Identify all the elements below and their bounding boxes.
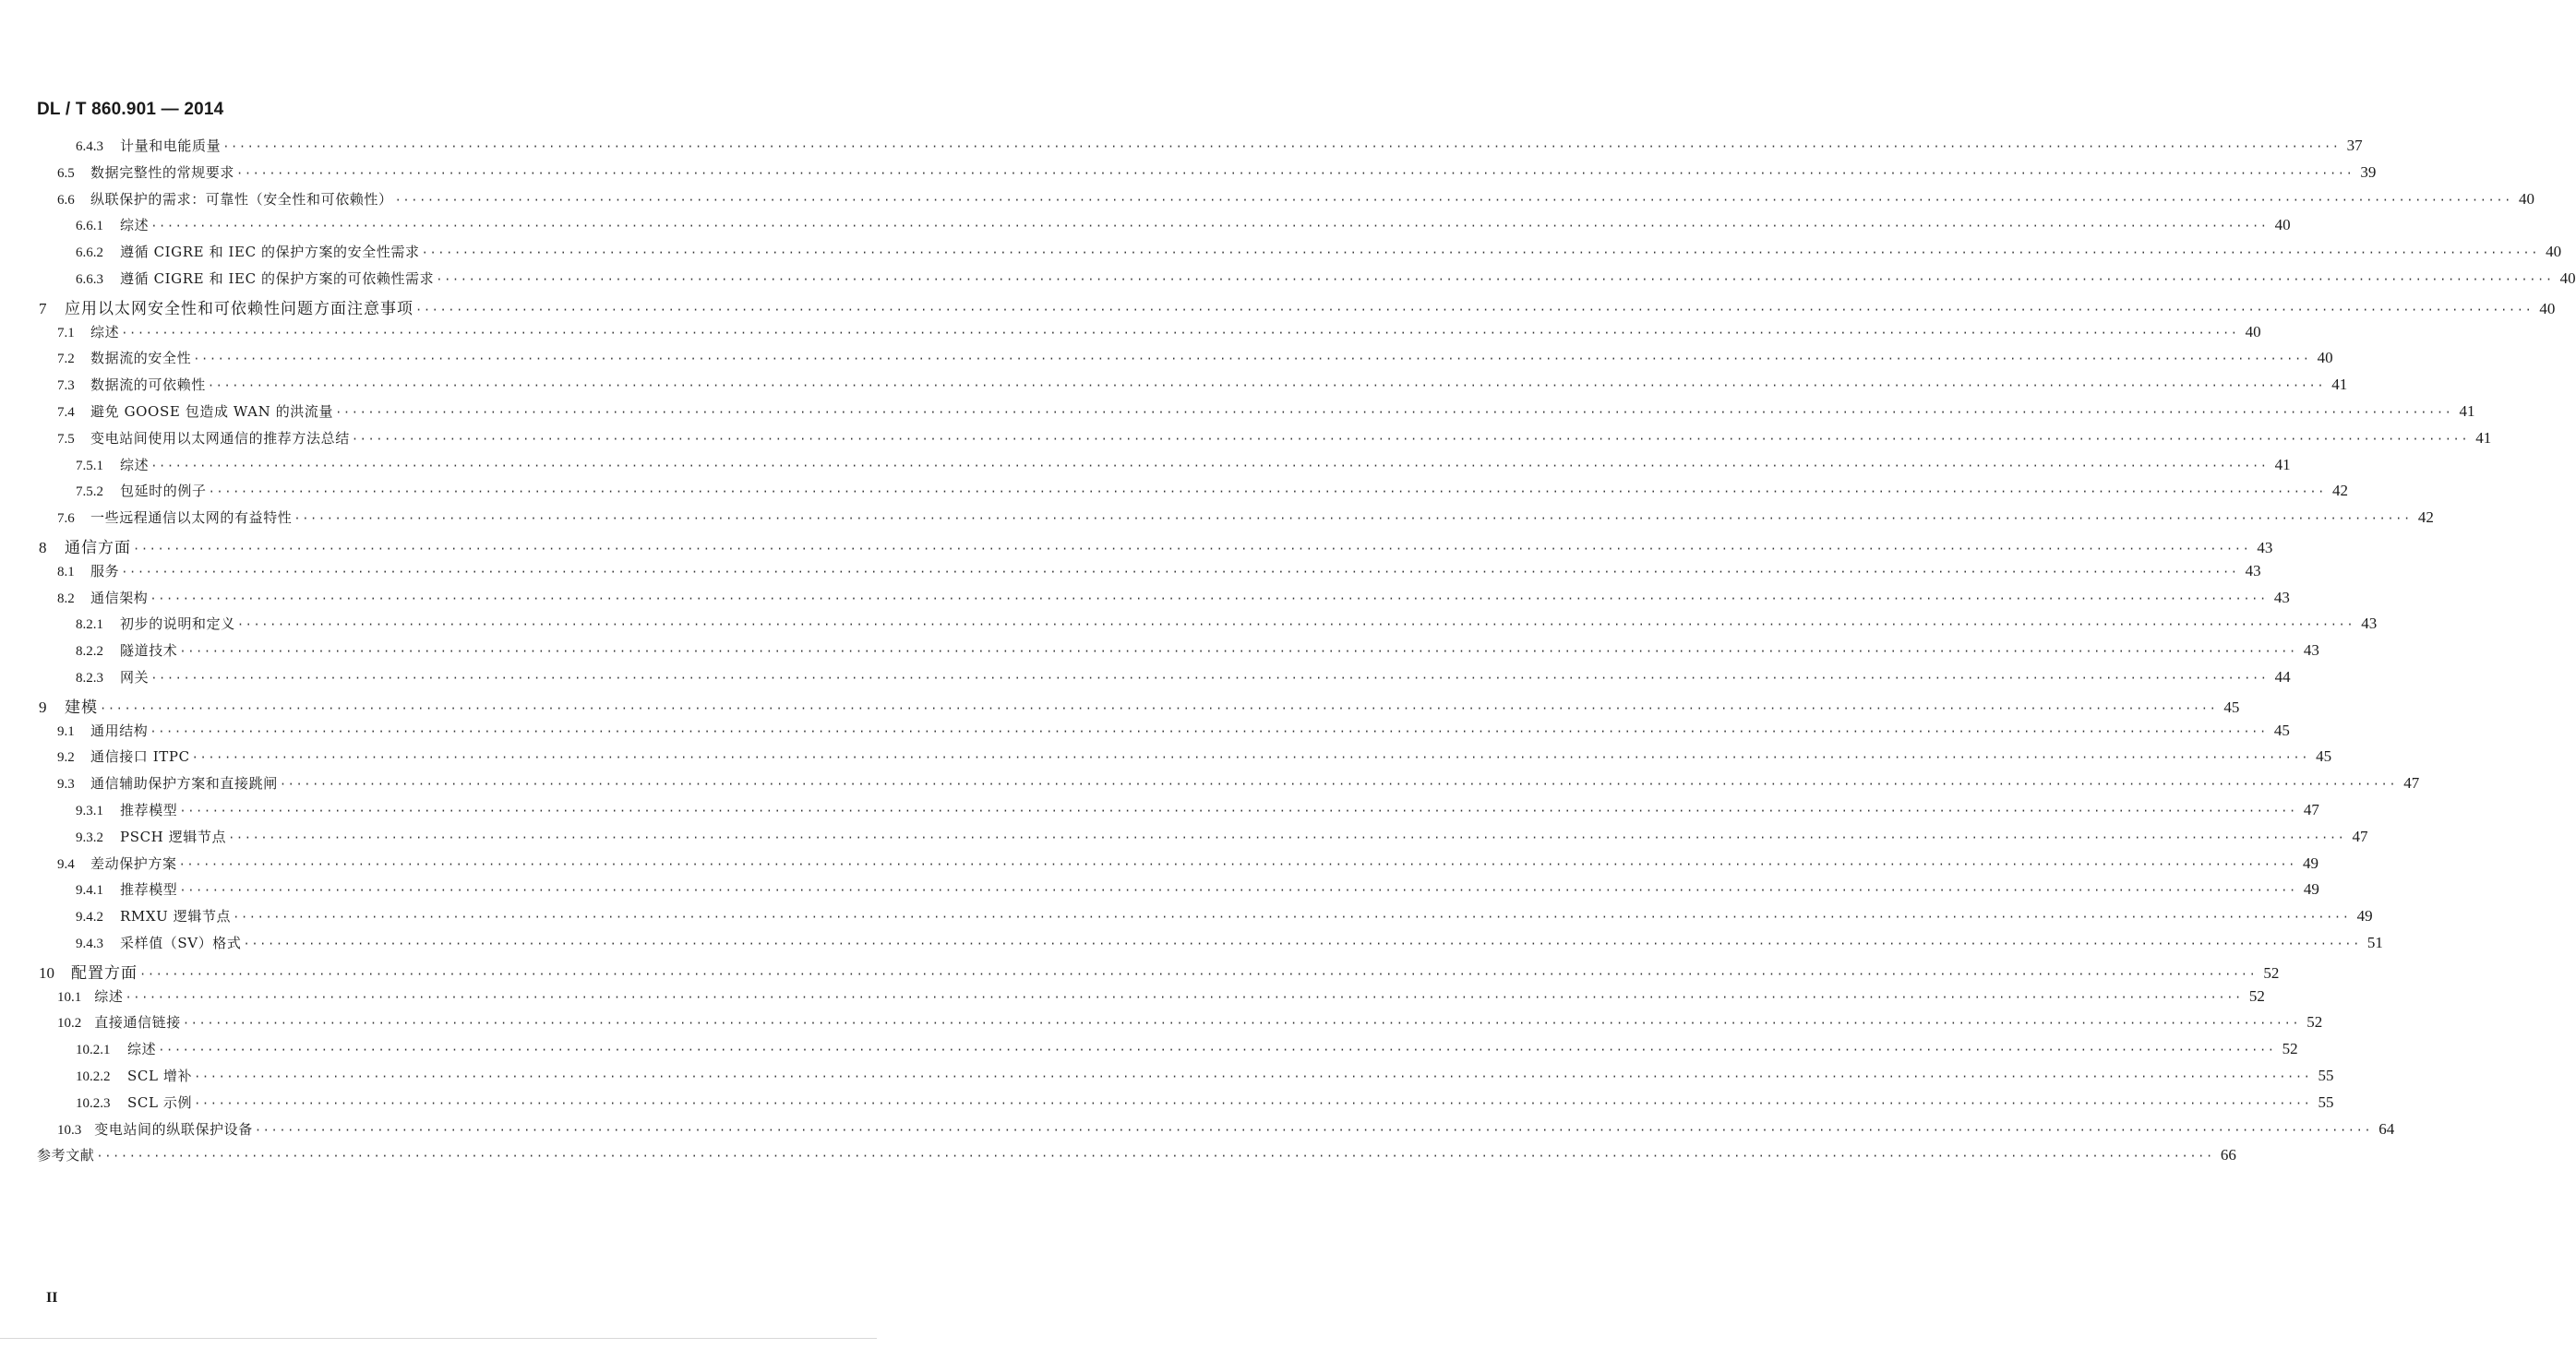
toc-entry[interactable] bbox=[76, 1092, 2334, 1116]
toc-entry-page: 41 bbox=[2331, 376, 2348, 394]
toc-entry[interactable] bbox=[57, 507, 2434, 531]
toc-entry[interactable] bbox=[57, 721, 2290, 745]
toc-entry-title: 变电站间的纵联保护设备 bbox=[94, 1120, 253, 1138]
toc-entry[interactable] bbox=[57, 1012, 2323, 1036]
toc-entry-number: 7.4 bbox=[57, 405, 75, 420]
toc-entry-page: 40 bbox=[2245, 322, 2261, 340]
dot-leader: ···································································································································································································································································· bbox=[243, 937, 2361, 950]
toc-entry-number: 8.2.3 bbox=[76, 671, 103, 686]
toc-entry-title: 直接通信链接 bbox=[94, 1014, 181, 1032]
toc-entry-title: 配置方面 bbox=[71, 963, 138, 983]
toc-entry[interactable] bbox=[57, 401, 2475, 425]
toc-entry-number: 6.4.3 bbox=[76, 139, 103, 154]
toc-entry-title: 纵联保护的需求：可靠性（安全性和可依赖性） bbox=[90, 190, 393, 208]
toc-entry-number: 9.4.2 bbox=[76, 910, 103, 925]
toc-entry-number: 8.2.2 bbox=[76, 644, 103, 660]
toc-entry-title: 避免 GOOSE 包造成 WAN 的洪流量 bbox=[90, 403, 334, 420]
dot-leader: ···································································································································································································································································· bbox=[150, 591, 2268, 605]
toc-entry-number: 9.3 bbox=[57, 777, 75, 793]
toc-entry-page: 52 bbox=[2306, 1013, 2323, 1032]
toc-entry-title: SCL 示例 bbox=[127, 1093, 193, 1111]
dot-leader: ···································································································································································································································································· bbox=[236, 618, 2355, 632]
toc-entry[interactable] bbox=[37, 1145, 2236, 1169]
toc-entry-number: 8.1 bbox=[57, 564, 75, 579]
toc-entry-page: 66 bbox=[2220, 1146, 2236, 1164]
toc-entry[interactable] bbox=[57, 746, 2332, 770]
toc-entry-number: 7.5.2 bbox=[76, 484, 103, 500]
toc-entry-number: 10.2 bbox=[57, 1016, 82, 1032]
toc-entry[interactable] bbox=[76, 906, 2373, 930]
dot-leader: ···································································································································································································································································· bbox=[233, 911, 2351, 925]
dot-leader: ···································································································································································································································································· bbox=[208, 485, 2327, 499]
toc-entry[interactable] bbox=[76, 136, 2363, 160]
toc-entry-page: 40 bbox=[2317, 349, 2333, 367]
toc-entry[interactable] bbox=[57, 588, 2290, 612]
dot-leader: ···································································································································································································································································· bbox=[121, 326, 2239, 340]
toc-entry-title: 数据流的安全性 bbox=[90, 350, 192, 367]
toc-entry-title: 初步的说明和定义 bbox=[120, 615, 235, 633]
toc-entry-number: 10.1 bbox=[57, 989, 82, 1005]
toc-entry-number: 7.3 bbox=[57, 378, 75, 394]
toc-entry-page: 43 bbox=[2257, 539, 2273, 556]
toc-entry-number: 9.4.1 bbox=[76, 883, 103, 899]
toc-entry[interactable] bbox=[76, 879, 2319, 903]
toc-entry-number: 9.2 bbox=[57, 750, 75, 766]
toc-entry-page: 40 bbox=[2546, 243, 2562, 261]
toc-entry-title: 参考文献 bbox=[37, 1147, 95, 1164]
toc-entry-page: 40 bbox=[2274, 216, 2291, 234]
dot-leader: ···································································································································································································································································· bbox=[415, 303, 2534, 316]
toc-entry-page: 42 bbox=[2417, 508, 2434, 527]
toc-entry-number: 6.6.1 bbox=[76, 219, 103, 234]
dot-leader: ···································································································································································································································································· bbox=[178, 857, 2297, 871]
toc-entry-page: 39 bbox=[2360, 162, 2377, 181]
toc-entry[interactable] bbox=[76, 800, 2319, 824]
toc-entry-number: 8 bbox=[39, 539, 47, 556]
toc-entry[interactable] bbox=[57, 773, 2420, 797]
toc-entry[interactable] bbox=[76, 933, 2383, 957]
toc-entry-number: 6.6.3 bbox=[76, 272, 103, 287]
toc-entry-title: 计量和电能质量 bbox=[120, 137, 222, 154]
toc-entry-page: 49 bbox=[2356, 907, 2373, 925]
dot-leader: ···································································································································································································································································· bbox=[158, 1044, 2276, 1057]
dot-leader: ···································································································································································································································································· bbox=[194, 1070, 2312, 1083]
toc-entry-page: 42 bbox=[2332, 482, 2349, 500]
toc-entry[interactable] bbox=[76, 614, 2378, 638]
toc-entry-number: 10.2.3 bbox=[76, 1095, 111, 1111]
dot-leader: ···································································································································································································································································· bbox=[394, 193, 2513, 207]
toc-entry[interactable] bbox=[76, 215, 2291, 239]
toc-entry-title: 变电站间使用以太网通信的推荐方法总结 bbox=[90, 429, 350, 447]
toc-entry[interactable] bbox=[57, 162, 2377, 186]
toc-entry-number: 8.2.1 bbox=[76, 617, 103, 633]
toc-entry-number: 7.5 bbox=[57, 431, 75, 447]
toc-entry-number: 7.5.1 bbox=[76, 458, 103, 473]
dot-leader: ···································································································································································································································································· bbox=[133, 543, 2251, 555]
dot-leader: ···································································································································································································································································· bbox=[421, 246, 2540, 260]
toc-entry-title: 通信接口 ITPC bbox=[90, 748, 190, 766]
toc-entry[interactable] bbox=[57, 322, 2261, 346]
dot-leader: ···································································································································································································································································· bbox=[96, 1150, 2214, 1164]
toc-entry-page: 45 bbox=[2316, 747, 2332, 766]
toc-entry-page: 43 bbox=[2273, 588, 2290, 606]
toc-entry-page: 52 bbox=[2263, 963, 2280, 982]
toc-entry[interactable] bbox=[76, 827, 2368, 851]
toc-entry-title: 综述 bbox=[90, 323, 120, 340]
toc-entry-page: 41 bbox=[2274, 455, 2291, 473]
toc-entry-title: 网关 bbox=[120, 669, 150, 686]
toc-entry-number: 6.5 bbox=[57, 165, 75, 181]
toc-entry-title: 一些远程通信以太网的有益特性 bbox=[90, 509, 293, 527]
dot-leader: ···································································································································································································································································· bbox=[150, 724, 2268, 738]
toc-entry-number: 6.6.2 bbox=[76, 245, 103, 261]
document-code-header: DL / T 860.901 — 2014 bbox=[37, 100, 224, 119]
bottom-divider bbox=[0, 1338, 877, 1339]
toc-entry[interactable] bbox=[39, 960, 2280, 984]
toc-entry-title: 隧道技术 bbox=[120, 642, 178, 660]
toc-entry-page: 51 bbox=[2366, 934, 2383, 951]
toc-entry-title: RMXU 逻辑节点 bbox=[120, 908, 232, 925]
toc-entry-title: 数据流的可依赖性 bbox=[90, 376, 206, 394]
toc-entry-title: 包延时的例子 bbox=[120, 483, 207, 500]
toc-entry-page: 43 bbox=[2303, 641, 2319, 660]
dot-leader: ···································································································································································································································································· bbox=[335, 406, 2453, 419]
dot-leader: ···································································································································································································································································· bbox=[194, 1096, 2312, 1110]
toc-entry[interactable] bbox=[57, 1119, 2395, 1143]
toc-entry-page: 41 bbox=[2475, 428, 2492, 447]
dot-leader: ···································································································································································································································································· bbox=[100, 701, 2218, 715]
toc-entry[interactable] bbox=[39, 295, 2556, 319]
dot-leader: ···································································································································································································································································· bbox=[222, 140, 2341, 153]
dot-leader: ···································································································································································································································································· bbox=[436, 273, 2554, 286]
toc-entry[interactable] bbox=[57, 986, 2265, 1010]
toc-entry-page: 64 bbox=[2378, 1119, 2395, 1138]
toc-entry-title: 通用结构 bbox=[90, 722, 149, 739]
toc-entry[interactable] bbox=[57, 428, 2492, 452]
toc-entry-title: 遵循 CIGRE 和 IEC 的保护方案的安全性需求 bbox=[120, 244, 420, 261]
toc-entry-title: 服务 bbox=[90, 562, 120, 579]
dot-leader: ···································································································································································································································································· bbox=[150, 220, 2269, 233]
toc-entry-page: 49 bbox=[2303, 854, 2319, 872]
toc-entry-title: 推荐模型 bbox=[120, 802, 178, 818]
toc-entry[interactable] bbox=[57, 854, 2319, 877]
dot-leader: ···································································································································································································································································· bbox=[228, 830, 2346, 844]
toc-entry[interactable] bbox=[76, 455, 2291, 479]
dot-leader: ···································································································································································································································································· bbox=[254, 1123, 2373, 1137]
toc-entry-number: 7.1 bbox=[57, 325, 75, 340]
toc-entry-number: 10.2.1 bbox=[76, 1043, 111, 1058]
toc-entry-number: 9.3.2 bbox=[76, 830, 103, 845]
toc-entry-page: 43 bbox=[2245, 561, 2261, 579]
page-number: II bbox=[46, 1290, 58, 1306]
toc-entry-title: 应用以太网安全性和可依赖性问题方面注意事项 bbox=[65, 299, 413, 318]
toc-entry-number: 6.6 bbox=[57, 192, 75, 208]
toc-entry-title: 数据完整性的常规要求 bbox=[90, 163, 235, 181]
toc-entry[interactable] bbox=[76, 481, 2349, 505]
toc-entry[interactable] bbox=[39, 694, 2240, 718]
toc-entry-number: 10 bbox=[39, 963, 54, 982]
dot-leader: ···································································································································································································································································· bbox=[351, 432, 2470, 446]
toc-entry-number: 10.2.2 bbox=[76, 1069, 111, 1084]
toc-entry-number: 8.2 bbox=[57, 591, 75, 606]
toc-entry-page: 37 bbox=[2346, 137, 2363, 154]
toc-entry[interactable] bbox=[57, 561, 2261, 585]
dot-leader: ···································································································································································································································································· bbox=[207, 379, 2326, 393]
toc-entry-page: 45 bbox=[2223, 698, 2240, 716]
toc-entry-number: 7 bbox=[39, 299, 47, 317]
dot-leader: ···································································································································································································································································· bbox=[179, 645, 2297, 659]
toc-entry-number: 10.3 bbox=[57, 1122, 82, 1138]
toc-entry-page: 47 bbox=[2303, 801, 2319, 818]
dot-leader: ···································································································································································································································································· bbox=[125, 990, 2243, 1004]
dot-leader: ···································································································································································································································································· bbox=[182, 1017, 2301, 1031]
toc-entry[interactable] bbox=[57, 375, 2348, 399]
toc-entry-title: 综述 bbox=[120, 217, 150, 234]
toc-entry-title: 综述 bbox=[120, 456, 150, 473]
toc-entry-title: 采样值（SV）格式 bbox=[120, 935, 242, 951]
toc-entry[interactable] bbox=[76, 1039, 2298, 1063]
toc-entry-title: 建模 bbox=[65, 698, 98, 717]
toc-entry-page: 52 bbox=[2248, 986, 2265, 1005]
dot-leader: ···································································································································································································································································· bbox=[236, 166, 2354, 180]
dot-leader: ···································································································································································································································································· bbox=[179, 884, 2297, 898]
toc-entry-page: 47 bbox=[2352, 827, 2368, 845]
dot-leader: ···································································································································································································································································· bbox=[121, 565, 2239, 579]
toc-entry-number: 9 bbox=[39, 698, 47, 716]
dot-leader: ···································································································································································································································································· bbox=[150, 672, 2269, 685]
toc-entry-page: 49 bbox=[2303, 880, 2319, 899]
toc-entry[interactable] bbox=[76, 640, 2319, 664]
toc-entry-page: 47 bbox=[2403, 774, 2420, 793]
dot-leader: ···································································································································································································································································· bbox=[279, 778, 2398, 792]
toc-entry-title: 通信架构 bbox=[90, 589, 149, 606]
toc-entry[interactable] bbox=[39, 534, 2273, 558]
toc-entry-page: 40 bbox=[2519, 189, 2535, 208]
toc-entry-title: 综述 bbox=[127, 1041, 157, 1058]
toc-entry-page: 55 bbox=[2318, 1067, 2334, 1084]
dot-leader: ···································································································································································································································································· bbox=[179, 805, 2297, 818]
toc-entry-number: 9.4 bbox=[57, 856, 75, 872]
toc-entry[interactable] bbox=[76, 1066, 2334, 1090]
toc-entry-title: 综述 bbox=[94, 987, 124, 1005]
dot-leader: ···································································································································································································································································· bbox=[139, 967, 2258, 981]
toc-entry-title: 推荐模型 bbox=[120, 881, 178, 899]
toc-entry[interactable] bbox=[76, 242, 2562, 266]
toc-entry-page: 45 bbox=[2273, 721, 2290, 739]
dot-leader: ···································································································································································································································································· bbox=[193, 352, 2311, 366]
dot-leader: ···································································································································································································································································· bbox=[150, 459, 2269, 472]
toc-entry[interactable] bbox=[76, 269, 2576, 292]
toc-entry-page: 43 bbox=[2361, 615, 2378, 633]
toc-entry[interactable] bbox=[57, 348, 2333, 372]
toc-entry-number: 9.4.3 bbox=[76, 937, 103, 951]
toc-entry-number: 9.1 bbox=[57, 723, 75, 739]
toc-entry-page: 44 bbox=[2274, 668, 2291, 686]
toc-entry-page: 41 bbox=[2459, 402, 2475, 420]
toc-entry-title: 差动保护方案 bbox=[90, 854, 177, 872]
toc-entry-title: 通信辅助保护方案和直接跳闸 bbox=[90, 775, 278, 793]
toc-entry-number: 7.6 bbox=[57, 511, 75, 527]
toc-entry-title: SCL 增补 bbox=[127, 1068, 193, 1084]
dot-leader: ···································································································································································································································································· bbox=[191, 751, 2310, 765]
toc-entry-page: 40 bbox=[2539, 299, 2556, 317]
toc-entry-title: 通信方面 bbox=[65, 539, 131, 557]
toc-entry-page: 40 bbox=[2559, 269, 2576, 287]
dot-leader: ···································································································································································································································································· bbox=[294, 512, 2412, 526]
toc-entry-title: 遵循 CIGRE 和 IEC 的保护方案的可依赖性需求 bbox=[120, 270, 435, 287]
toc-entry-page: 52 bbox=[2282, 1040, 2298, 1058]
toc-entry-number: 7.2 bbox=[57, 352, 75, 367]
toc-entry[interactable] bbox=[57, 189, 2535, 213]
toc-entry-page: 55 bbox=[2318, 1092, 2334, 1111]
toc-entry[interactable] bbox=[76, 667, 2291, 691]
toc-entry-number: 9.3.1 bbox=[76, 804, 103, 818]
toc-entry-title: PSCH 逻辑节点 bbox=[120, 828, 227, 845]
